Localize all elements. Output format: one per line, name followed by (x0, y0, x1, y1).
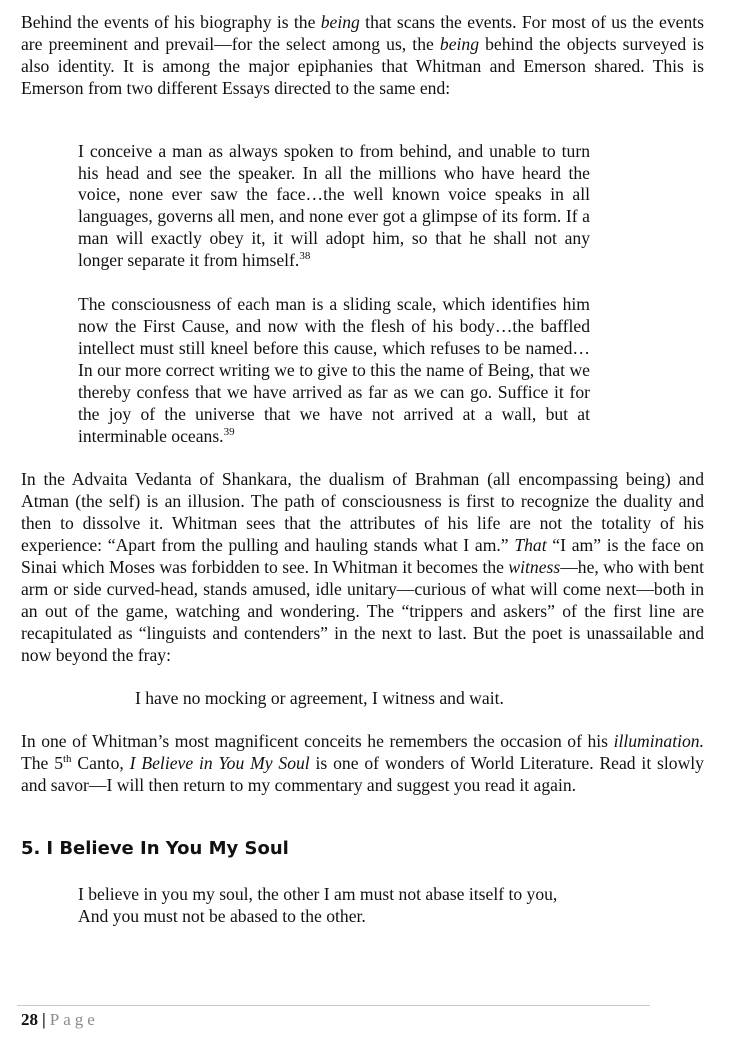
section-heading (21, 837, 704, 861)
quote-text: I conceive a man as always spoken to from behind, and unable to turn his head and see the speaker. In all the millions who have heard the voice, none ever saw the face…the well known voice speaks in all languages, governs all men, and none ever got a glimpse of its form. If a man will exactly obey it, it will adopt him, so that he shall not any longer separate it from himself. (78, 140, 590, 271)
footnote-ref-39[interactable]: 39 (223, 425, 235, 438)
page-number: 28 (21, 1010, 38, 1029)
italic-run: I Believe in You My Soul (129, 753, 310, 774)
text-run: Behind the events of his biography is the (21, 12, 321, 32)
footer-divider (17, 1005, 650, 1006)
block-quote-2 (78, 294, 590, 447)
section-number: 5. (21, 838, 41, 860)
italic-run: illumination. (613, 731, 704, 752)
text-run: behind the objects surveyed is also identity. It is among the major epiphanies that Whitman and Emerson shared. This is Emerson from two different Essays directed to the same end: (21, 33, 704, 98)
ordinal-superscript: th (63, 753, 72, 766)
verse-quote: I have no mocking or agreement, I witness and wait. (135, 687, 504, 708)
poem-line-1: I believe in you my soul, the other I am must not abase itself to you, (78, 884, 558, 905)
section-title: I Believe In You My Soul (46, 838, 289, 860)
poem-excerpt (78, 883, 704, 927)
page-footer (21, 1010, 99, 1030)
body-paragraph-3 (21, 731, 704, 797)
text-run: is one of wonders of World Literature. Read it slowly and savor—I will then return to my commentary and suggest you read it again. (21, 753, 704, 796)
text-run: that scans the events. For most of us the events are preeminent and prevail—for the select among us, the (21, 12, 704, 54)
text-run: “I am” is the face on Sinai which Moses was forbidden to see. In Whitman it becomes the (21, 535, 704, 578)
italic-run: That (514, 535, 547, 556)
text-run: The 5 (21, 753, 63, 774)
italic-run: witness (508, 557, 561, 578)
footer-separator: | (42, 1010, 46, 1029)
italic-run: being (320, 12, 360, 32)
block-quote-1 (78, 141, 590, 272)
body-paragraph-2 (21, 469, 704, 666)
quote-text: The consciousness of each man is a sliding scale, which identifies him now the First Cause, and now with the flesh of his body…the baffled intellect must still kneel before this cause, which refuses to be named…In our more correct writing we to give to this the name of Being, that we thereby confess that we have arrived as far as we can go. Suffice it for the joy of the universe that we have not arrived at a wall, but at interminable oceans. (78, 294, 590, 446)
text-run: Canto, (71, 753, 130, 774)
text-run: In the Advaita Vedanta of Shankara, the dualism of Brahman (all encompassing being) and Atman (the self) is an illusion. The path of consciousness is first to recognize the duality and then to dissolve it. Whitman sees that the attributes of his life are not the totality of his experience: “Apart from the pulling and hauling stands what I am.” (21, 469, 704, 556)
footnote-ref-38[interactable]: 38 (299, 250, 311, 263)
poem-line-2: And you must not be abased to the other. (78, 906, 366, 927)
document-page (21, 12, 704, 927)
text-run: —he, who with bent arm or side curved-head, stands amused, idle unitary—curious of what will come next—both in an out of the game, watching and wondering. The “trippers and askers” of the first line are recapitulated as “linguists and contenders” in the next to last. But the poet is unassailable and now beyond the fray: (21, 557, 705, 665)
page-label: Page (49, 1010, 99, 1029)
body-paragraph-1 (21, 12, 704, 100)
text-run: In one of Whitman’s most magnificent conceits he remembers the occasion of his (21, 731, 614, 752)
italic-run: being (439, 33, 479, 54)
